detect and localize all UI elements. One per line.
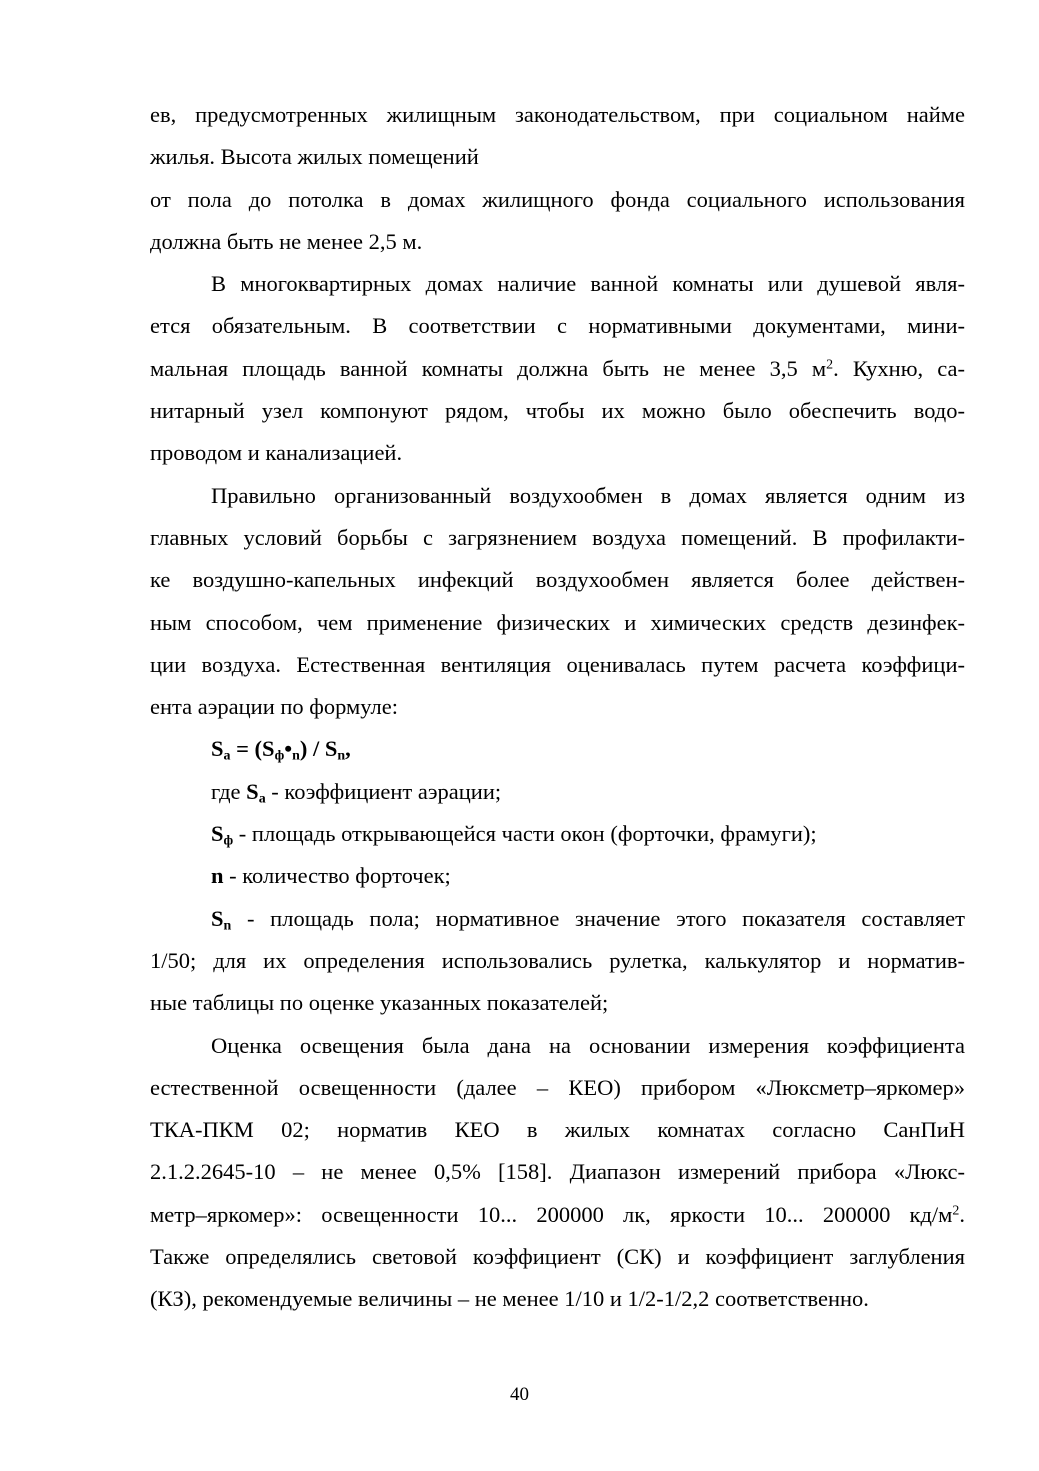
text-line: нитарный узел компонуют рядом, чтобы их можно было обеспечить водо- <box>150 398 965 424</box>
text-line: жилья. Высота жилых помещений <box>150 144 479 170</box>
text-fragment: - площадь открывающейся части окон (форточки, фрамуги); <box>233 821 817 847</box>
text-line: проводом и канализацией. <box>150 440 403 466</box>
text-line: Правильно организованный воздухообмен в домах является одним из <box>211 482 965 508</box>
page-number: 40 <box>510 1384 529 1405</box>
text-fragment: . <box>959 1201 965 1227</box>
subscript: ф <box>223 833 234 849</box>
variable: n <box>211 863 224 889</box>
text-line: от пола до потолка в домах жилищного фонда социального использования <box>150 186 965 212</box>
subscript: n <box>223 918 232 934</box>
variable <box>211 905 232 934</box>
text-line: 2.1.2.2645-10 – не менее 0,5% [158]. Диапазон измерений прибора «Люкс- <box>150 1159 965 1185</box>
text-line: 1/50; для их определения использовались рулетка, калькулятор и норматив- <box>150 947 965 973</box>
formula-text <box>211 736 351 764</box>
text-fragment: . Кухню, са- <box>833 355 965 381</box>
document-body <box>150 94 965 1321</box>
text-line: главных условий борьбы с загрязнением воздуха помещений. В профилакти- <box>150 524 965 550</box>
definition-sn <box>150 898 965 1025</box>
symbol: , <box>345 736 351 762</box>
symbol: S <box>211 905 224 931</box>
superscript: 2 <box>826 357 834 373</box>
text-line: должна быть не менее 2,5 м. <box>150 228 423 254</box>
text-line: ции воздуха. Естественная вентиляция оценивалась путем расчета коэффици- <box>150 651 965 677</box>
text-fragment: - количество форточек; <box>223 863 451 889</box>
text-line: ента аэрации по формуле: <box>150 694 398 720</box>
text-line: ным способом, чем применение физических и химических средств дезинфек- <box>150 609 965 635</box>
text-fragment: мальная площадь ванной комнаты должна быть не менее 3,5 м <box>150 355 827 381</box>
symbol: S <box>211 821 224 847</box>
text-line: ев, предусмотренных жилищным законодательством, при социальном найме <box>150 102 965 127</box>
symbol: = (S <box>230 736 275 762</box>
text-line: Также определялись световой коэффициент (СК) и коэффициент заглубления <box>150 1244 965 1270</box>
symbol: S <box>211 736 224 762</box>
symbol: ) / S <box>299 736 338 762</box>
definition-sf <box>150 813 965 855</box>
text-line <box>150 348 965 390</box>
subscript: ф <box>274 748 285 764</box>
text-line <box>150 1194 965 1236</box>
definition-n <box>150 855 965 897</box>
symbol: • <box>284 736 293 762</box>
paragraph-1 <box>150 94 965 263</box>
text-fragment: где <box>211 778 247 804</box>
subscript: a <box>223 748 231 764</box>
text-fragment: - коэффициент аэрации; <box>265 778 502 804</box>
variable <box>211 821 234 849</box>
paragraph-2 <box>150 263 965 474</box>
aeration-formula <box>150 728 965 770</box>
text-line: (КЗ), рекомендуемые величины – не менее 1/10 и 1/2-1/2,2 соответственно. <box>150 1286 869 1312</box>
text-line: В многоквартирных домах наличие ванной комнаты или душевой явля- <box>211 271 965 297</box>
text-line: ке воздушно-капельных инфекций воздухообмен является более действен- <box>150 567 965 593</box>
symbol: S <box>246 778 259 804</box>
subscript: a <box>258 791 266 807</box>
text-fragment: - площадь пола; нормативное значение этого показателя составляет <box>231 905 965 931</box>
paragraph-3 <box>150 475 965 729</box>
text-line: ется обязательным. В соответствии с нормативными документами, мини- <box>150 313 965 339</box>
variable <box>246 778 266 807</box>
text-line: ные таблицы по оценке указанных показателей; <box>150 990 609 1016</box>
subscript: n <box>337 748 346 764</box>
text-fragment: метр–яркомер»: освещенности 10... 200000 лк, яркости 10... 200000 кд/м <box>150 1201 953 1227</box>
text-line <box>150 898 965 940</box>
superscript: 2 <box>952 1203 960 1219</box>
text-line: Оценка освещения была дана на основании измерения коэффициента <box>211 1032 965 1058</box>
text-line: ТКА-ПКМ 02; норматив КЕО в жилых комнатах согласно СанПиН <box>150 1117 965 1143</box>
paragraph-4 <box>150 1025 965 1321</box>
subscript: n <box>292 748 300 764</box>
text-line: естественной освещенности (далее – КЕО) прибором «Люксметр–яркомер» <box>150 1074 965 1100</box>
definition-sa <box>150 771 965 813</box>
